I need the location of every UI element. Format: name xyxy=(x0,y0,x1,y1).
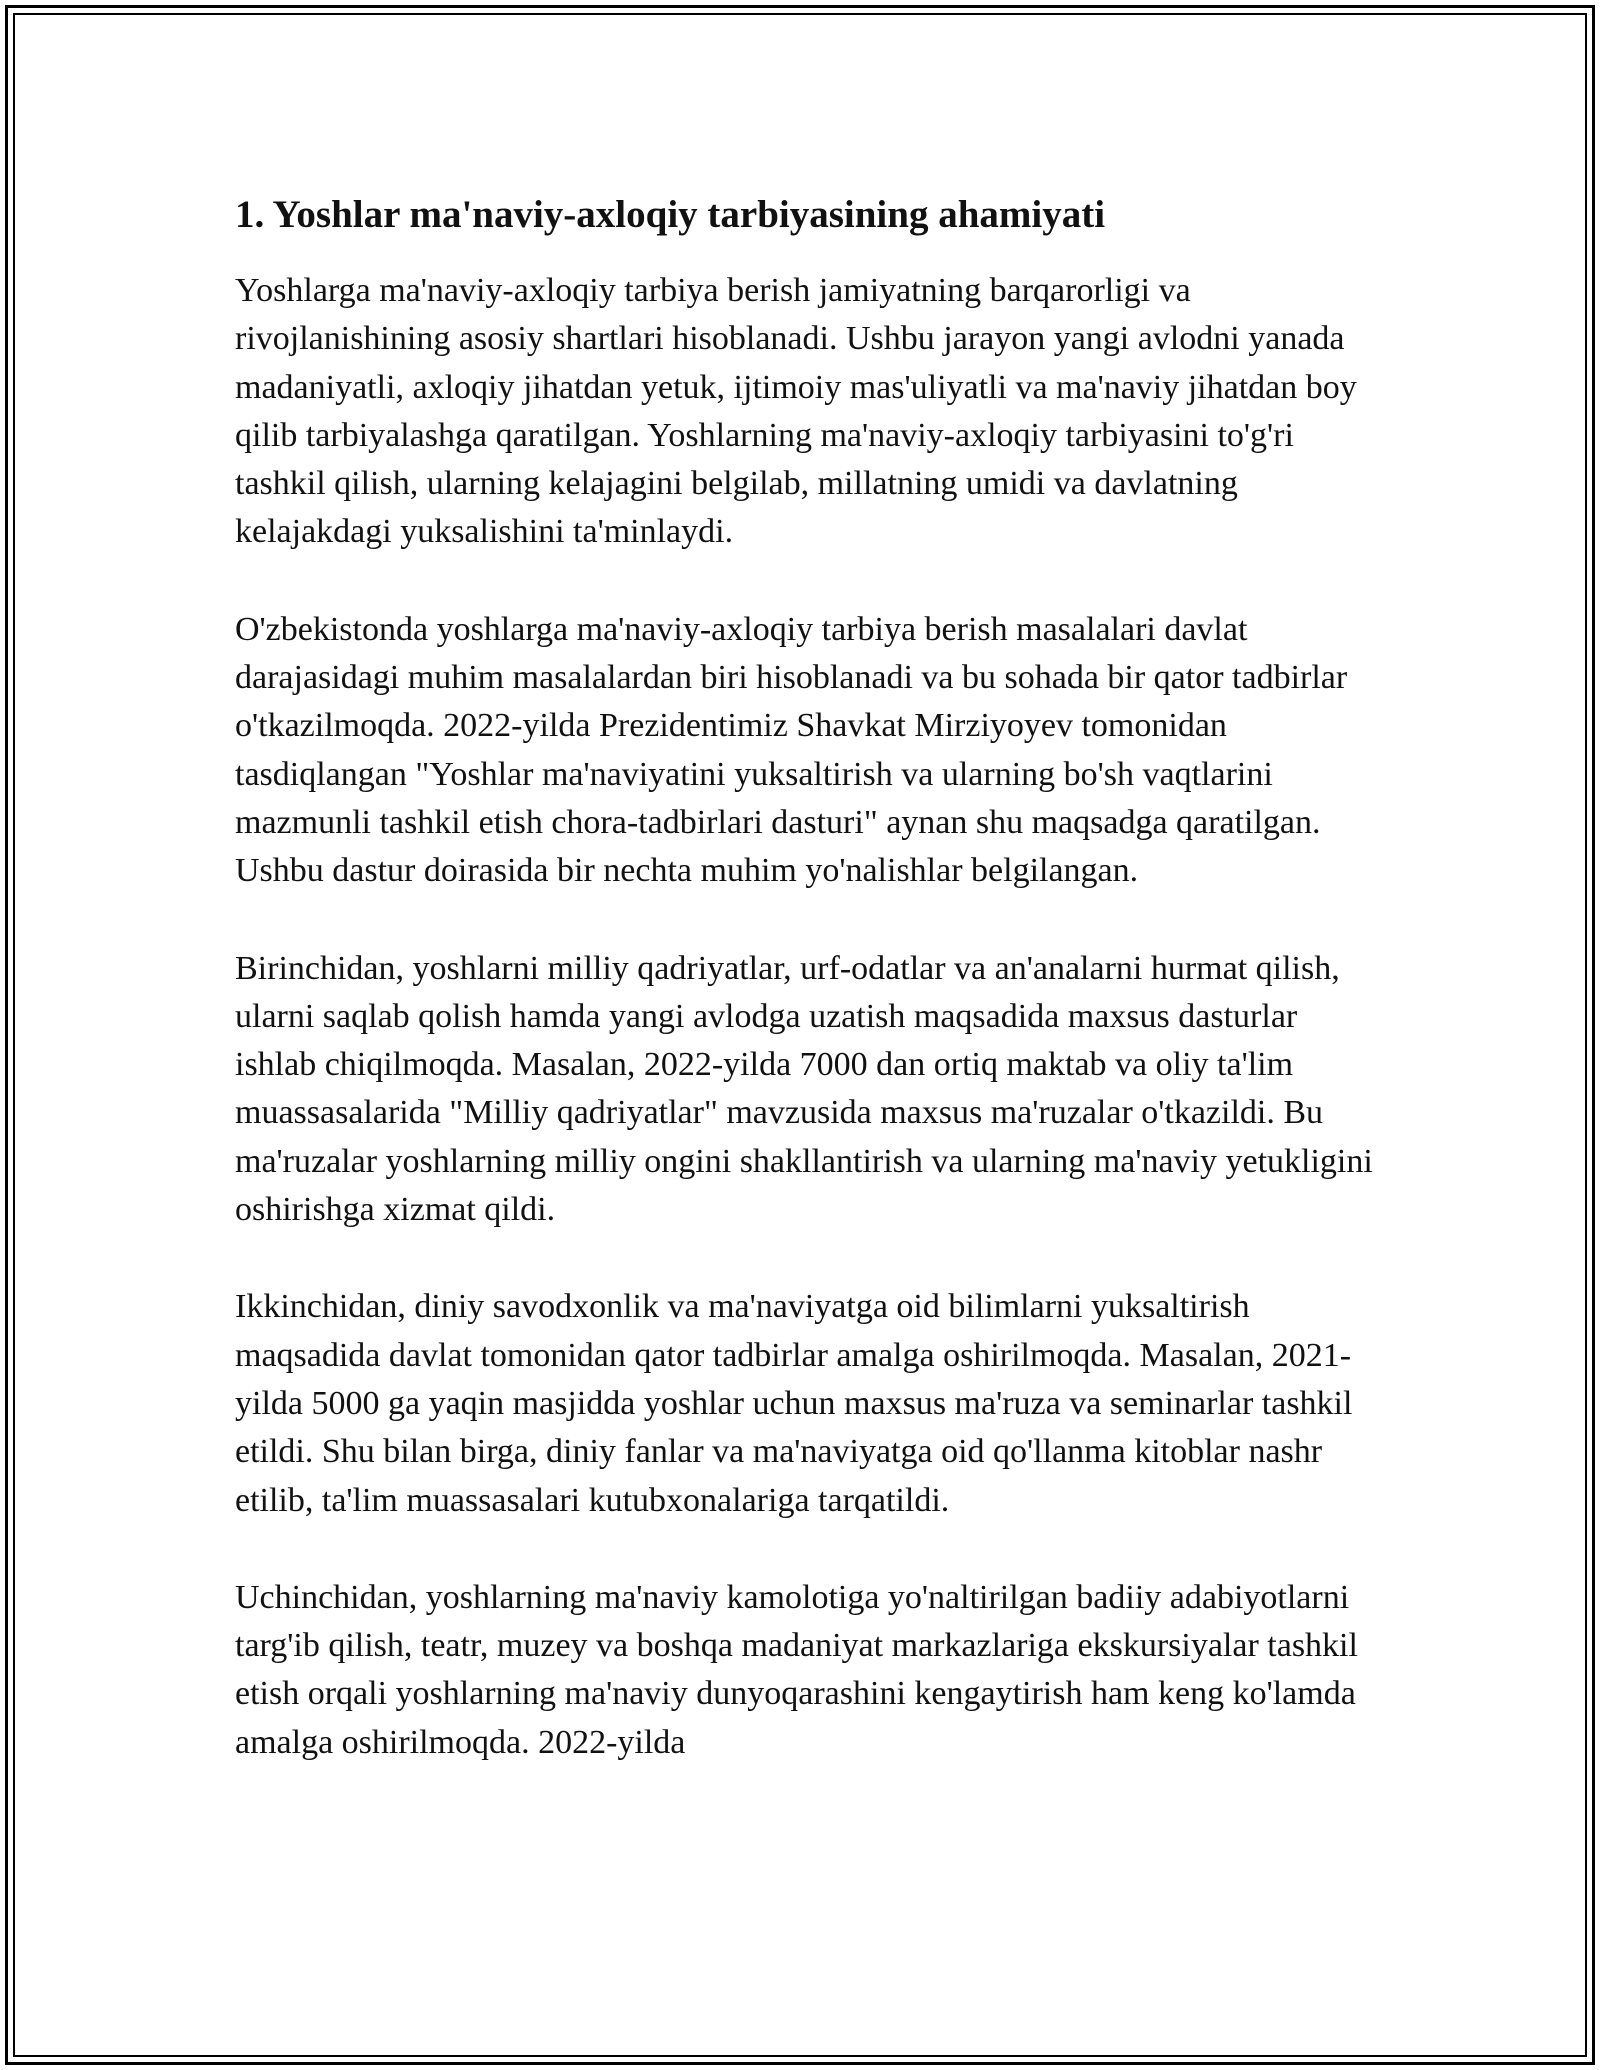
paragraph-1: Yoshlarga ma'naviy-axloqiy tarbiya berish jamiyatning barqarorligi va rivojlanishining asosiy shartlari hisoblanadi. Ushbu jarayon yangi avlodni yanada madaniyatli, axloqiy jihatdan yetuk, ijtimoiy mas'uliyatli va ma'naviy jihatdan boy qilib tarbiyalashga qaratilgan. Yoshlarning ma'naviy-axloqiy tarbiyasini to'g'ri tashkil qilish, ularning kelajagini belgilab, millatning umidi va davlatning kelajakdagi yuksalishini ta'minlaydi. xyxy=(235,272,1357,551)
section-title: 1. Yoshlar ma'naviy-axloqiy tarbiyasining ahamiyati xyxy=(235,193,1106,236)
paragraph-2: O'zbekistonda yoshlarga ma'naviy-axloqiy tarbiya berish masalalari davlat darajasidagi muhim masalalardan biri hisoblanadi va bu sohada bir qator tadbirlar o'tkazilmoqda. 2022-yilda Prezidentimiz Shavkat Mirziyoyev tomonidan tasdiqlangan "Yoshlar ma'naviyatini yuksaltirish va ularning bo'sh vaqtlarini mazmunli tashkil etish chora-tadbirlari dasturi" aynan shu maqsadga qaratilgan. Ushbu dastur doirasida bir nechta muhim yo'nalishlar belgilangan. xyxy=(235,610,1348,890)
paragraph-3: Birinchidan, yoshlarni milliy qadriyatlar, urf-odatlar va an'analarni hurmat qilish, ularni saqlab qolish hamda yangi avlodga uzatish maqsadida maxsus dasturlar ishlab chiqilmoqda. Masalan, 2022-yilda 7000 dan ortiq maktab va oliy ta'lim muassasalarida "Milliy qadriyatlar" mavzusida maxsus ma'ruzalar o'tkazildi. Bu ma'ruzalar yoshlarning milliy ongini shakllantirish va ularning ma'naviy yetukligini oshirishga xizmat qildi. xyxy=(235,949,1373,1229)
document-body xyxy=(235,185,1375,1816)
paragraph-5: Uchinchidan, yoshlarning ma'naviy kamolotiga yo'naltirilgan badiiy adabiyotlarni targ'ib qilish, teatr, muzey va boshqa madaniyat markazlariga ekskursiyalar tashkil etish orqali yoshlarning ma'naviy dunyoqarashini kengaytirish ham keng ko'lamda amalga oshirilmoqda. 2022-yilda xyxy=(235,1578,1358,1761)
paragraph-4: Ikkinchidan, diniy savodxonlik va ma'naviyatga oid bilimlarni yuksaltirish maqsadida davlat tomonidan qator tadbirlar amalga oshirilmoqda. Masalan, 2021-yilda 5000 ga yaqin masjidda yoshlar uchun maxsus ma'ruza va seminarlar tashkil etildi. Shu bilan birga, diniy fanlar va ma'naviyatga oid qo'llanma kitoblar nashr etilib, ta'lim muassasalari kutubxonalariga tarqatildi. xyxy=(235,1288,1353,1519)
